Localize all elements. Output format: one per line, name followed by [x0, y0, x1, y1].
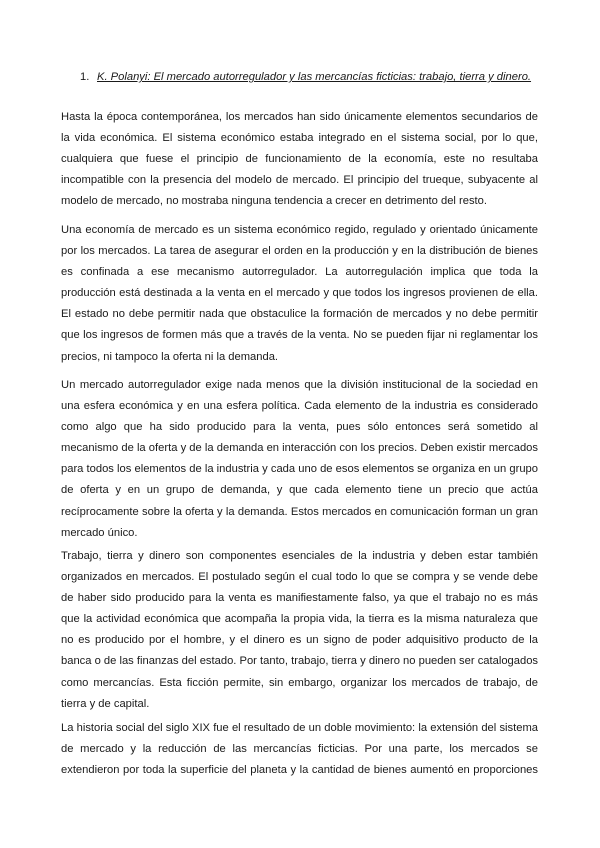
text-line: no es producido por el hombre, y el dinero es un signo de poder adquisitivo producto de la: [61, 634, 538, 647]
text-line: es confinada a ese mecanismo autorregulador. La autorregulación implica que toda la: [61, 266, 538, 279]
text-line: producción está destinada a la venta en el mercado y que todos los ingresos provienen de ella.: [61, 287, 538, 300]
text-line: precios, ni tampoco la oferta ni la demanda.: [61, 350, 279, 363]
text-line: recíprocamente sobre la oferta y la demanda. Estos mercados en comunicación forman un gran: [61, 505, 538, 518]
paragraph-2: [61, 220, 538, 368]
text-line: para todos los elementos de la industria y cada uno de esos elementos se organiza en un grupo: [61, 463, 538, 476]
text-line: de mercado y la reducción de las mercancías ficticias. Por una parte, los mercados se: [61, 743, 538, 756]
text-line: cualquiera que fuese el principio de funcionamiento de la economía, este no resultaba: [61, 153, 538, 166]
text-line: Trabajo, tierra y dinero son componentes esenciales de la industria y deben estar también: [61, 550, 538, 562]
text-line: mecanismo de la oferta y de la demanda en interacción con los precios. Deben existir mercados: [61, 442, 538, 455]
text-line: Un mercado autorregulador exige nada menos que la división institucional de la sociedad en: [61, 379, 538, 391]
text-line: que los ingresos de formen más que a través de la venta. No se pueden fijar ni reglamentar los: [61, 329, 538, 342]
paragraph-3: [61, 375, 538, 544]
paragraph-4: [61, 546, 538, 715]
text-line: banca o de las finanzas del estado. Por tanto, trabajo, tierra y dinero no pueden ser catalogados: [61, 655, 538, 668]
paragraph-1: [61, 107, 538, 212]
text-line: tierra y de capital.: [61, 697, 150, 710]
text-line: mercado único.: [61, 526, 138, 539]
text-line: organizados en mercados. El postulado según el cual todo lo que se compra y se vende debe: [61, 571, 538, 584]
text-line: como mercancías. Esta ficción permite, sin embargo, organizar los mercados de trabajo, de: [61, 676, 538, 689]
text-line: la vida económica. El sistema económico estaba integrado en el sistema social, por lo que,: [61, 132, 538, 145]
text-line: incompatible con la presencia del modelo de mercado. El principio del trueque, subyacente al: [61, 174, 538, 187]
text-line: de oferta y en un grupo de demanda, y que cada elemento tiene un precio que actúa: [61, 484, 538, 497]
text-line: El estado no debe permitir nada que obstaculice la formación de mercados y no debe permitir: [61, 308, 538, 321]
text-line: Hasta la época contemporánea, los mercados han sido únicamente elementos secundarios de: [61, 111, 538, 123]
paragraph-5: [61, 718, 538, 781]
text-line: La historia social del siglo XIX fue el resultado de un doble movimiento: la extensión del sistema: [61, 722, 538, 734]
text-line: que la actividad económica que acompaña la propia vida, la tierra es la misma naturaleza que: [61, 613, 538, 626]
text-line: por los mercados. La tarea de asegurar el orden en la producción y en la distribución de bienes: [61, 245, 538, 258]
text-line: extendieron por toda la superficie del planeta y la cantidad de bienes aumentó en proporciones: [61, 764, 538, 777]
text-line: modelo de mercado, no mostraba ninguna tendencia a crecer en detrimento del resto.: [61, 195, 487, 208]
text-line: como algo que ha sido producido para la venta, pues sólo entonces será sometido al: [61, 421, 538, 434]
heading-title: K. Polanyi: El mercado autorregulador y las mercancías ficticias: trabajo, tierra y dinero.: [97, 71, 532, 83]
text-line: una esfera económica y en una esfera política. Cada elemento de la industria es considerado: [61, 400, 538, 413]
text-line: de haber sido producido para la venta es manifiestamente falso, ya que el trabajo no es más: [61, 592, 538, 605]
heading-number: 1.: [80, 71, 90, 83]
text-line: Una economía de mercado es un sistema económico regido, regulado y orientado únicamente: [61, 224, 538, 236]
section-heading: [80, 69, 531, 85]
